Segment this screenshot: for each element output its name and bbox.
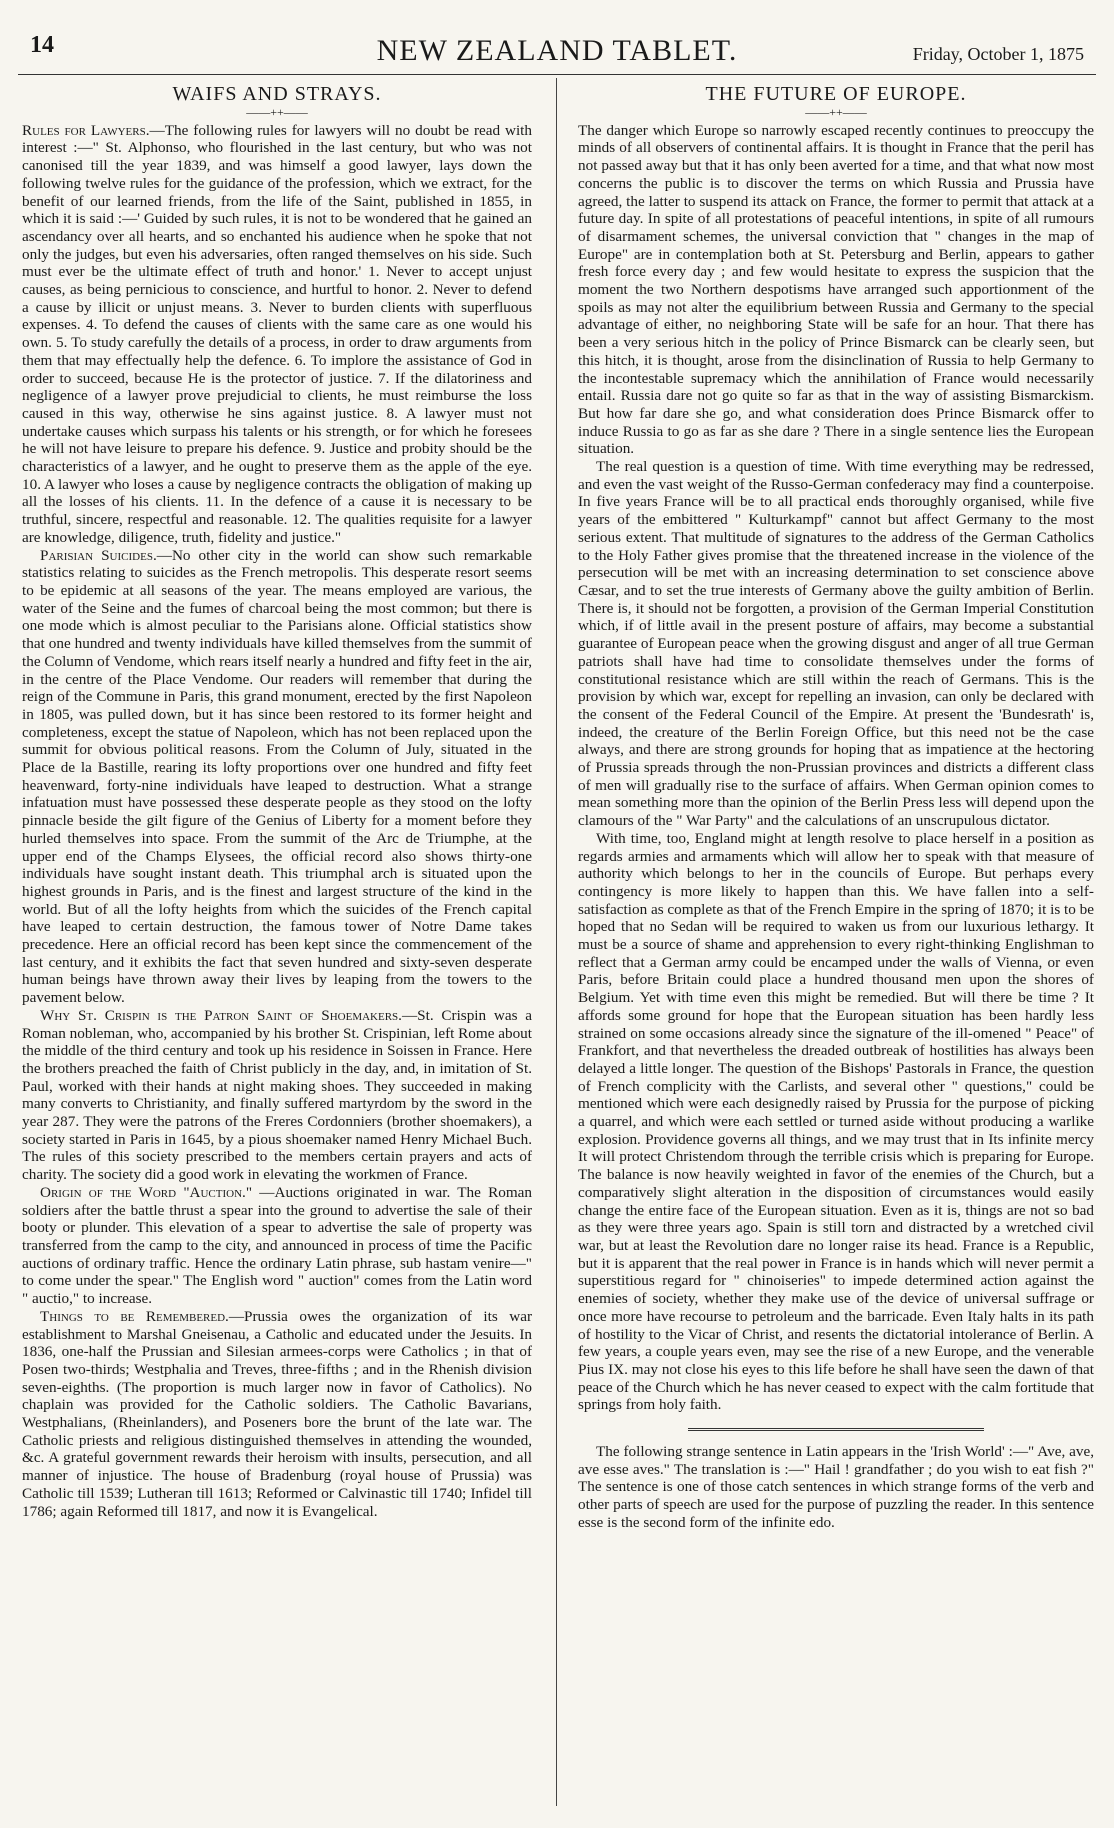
article-head: Origin of the Word "Auction." [40,1183,253,1201]
editorial-paragraph: The real question is a question of time. With time everything may be redressed, and even the vast weight of the Russo-German confederacy may find a counterpoise. In five years France will be to all practical ends thoroughly organised, while five years of the embittered " Kulturkampf" cannot but affect Germany to the most serious extent. That multitude of signatures to the address of the German Catholics to the Holy Father gives promise that the threatened increase in the violence of the persecution will be met with an increasing determination to set conscience above Cæsar, and to set the true interests of Germany above the guilty ambition of Berlin. There is, it should not be forgotten, a provision of the German Imperial Constitution which, if of little avail in the present posture of affairs, may become a substantial guarantee of European peace when the growing disgust and anger of all true German patriots shall have had time to consolidate themselves under the forms of constitutional resistance which are still within the reach of Germans. This is the provision by which war, except for repelling an invasion, can only be declared with the consent of the Federal Council of the Empire. At present the 'Bundesrath' is, indeed, the creature of the Berlin Foreign Office, but this need not be the case always, and there are strong grounds for hoping that as impatience at the hectoring of Prussia spreads through the non-Prussian provinces and districts a different class of men will gradually rise to the surface of affairs. When German opinion comes to mean something more than the opinion of the Berlin Press less will depend upon the clamours of the " War Party" and the calculations of an unscrupulous dictator. [578,458,1094,830]
article-head: Things to be Remembered. [40,1307,229,1325]
article-things-remembered [22,1308,532,1520]
article-text: —Prussia owes the organization of its war establishment to Marshal Gneisenau, a Catholic and educated under the Jesuits. In 1836, one-half the Prussian and Silesian armees-corps were Catholics ; in that of Posen two-thirds; Westphalia and Treves, three-fifths ; and in the Rhenish division seven-eighths. (The proportion is much larger now in favor of Catholics). No chaplain was provided for the Catholic soldiers. The Catholic Bavarians, Westphalians, (Rheinlanders), and Poseners bore the brunt of the late war. The Catholic priests and religious distinguished themselves in attending the wounded, &c. A grateful government rewards their heroism with insults, persecution, and all manner of injustice. The house of Bradenburg (royal house of Prussia) was Catholic till 1539; Lutheran till 1613; Reformed or Calvinastic till 1740; Infidel till 1786; again Reformed till 1817, and now it is Evangelical. [22,1307,532,1520]
article-head: Why St. Crispin is the Patron Saint of Shoemakers. [40,1006,402,1024]
newspaper-page [18,14,1096,1814]
article-origin-auction [22,1184,532,1308]
newspaper-title: NEW ZEALAND TABLET. [376,34,738,67]
article-head: Parisian Suicides. [40,546,157,564]
latin-note: The following strange sentence in Latin appears in the 'Irish World' :—" Ave, ave, ave esse aves." The translation is :—" Hail ! grandfather ; do you wish to eat fish ?" The sentence is one of those catch sentences in which strange forms of the verb and other parts of speech are used for the purpose of puzzling the reader. In this sentence esse is the second form of the infinite edo. [578,1443,1094,1531]
issue-date: Friday, October 1, 1875 [912,44,1084,64]
masthead [18,14,1096,75]
article-text: —The following rules for lawyers will no doubt be read with interest :—" St. Alphonso, who flourished in the last century, but who was not canonised till the year 1839, and was himself a good lawyer, lays down the following twelve rules for the guidance of the profession, which we extract, for the benefit of our learned friends, from the life of the Saint, published in 1855, in which it is said :—' Guided by such rules, it is not to be wondered that he gained an ascendancy over all hearts, and so enchanted his audience when he spoke that not only the judges, but even his adversaries, often ranged themselves on his side. Such must ever be the ultimate effect of truth and honor.' 1. Never to accept unjust causes, as being pernicious to conscience, and hurtful to honor. 2. Never to defend a cause by illicit or unjust means. 3. Never to burden clients with superfluous expenses. 4. To defend the causes of clients with the same care as one would his own. 5. To study carefully the details of a process, in order to draw arguments from them that may effectually help the defence. 6. To implore the assistance of God in order to succeed, because He is the protector of justice. 7. If the dilatoriness and negligence of a lawyer prove prejudicial to clients, he must reimburse the loss caused in this way, otherwise he sins against justice. 8. A lawyer must not undertake causes which surpass his talents or his strength, or for which he foresees he will not have leisure to prepare his defence. 9. Justice and probity should be the characteristics of a lawyer, and he ought to preserve them as the apple of the eye. 10. A lawyer who loses a cause by negligence contracts the obligation of making up all the losses of his clients. 11. In the defence of a cause it is necessary to be truthful, sincere, respectful and reasonable. 12. The qualities requisite for a lawyer are knowledge, diligence, truth, fidelity and justice." [22,121,532,546]
article-rules-for-lawyers [22,122,532,547]
right-column [578,80,1094,1808]
article-text: —No other city in the world can show such remarkable statistics relating to suicides as the French metropolis. This desperate resort seems to be epidemic at all seasons of the year. The means employed are various, the water of the Seine and the fumes of charcoal being the most common; but there is one mode which is almost peculiar to the Parisians alone. Official statistics show that one hundred and twenty individuals have killed themselves from the summit of the Column of Vendome, which rears itself nearly a hundred and fifty feet in the air, in the centre of the Place Vendome. Our readers will remember that during the reign of the Commune in Paris, this grand monument, erected by the first Napoleon in 1805, was pulled down, but it has since been restored to its former height and completeness, except the statue of Napoleon, which has not been replaced upon the summit for obvious political reasons. From the Column of July, situated in the Place de la Bastille, rearing its lofty proportions over one hundred and fifty feet heavenward, forty-nine individuals have leaped to destruction. What a strange infatuation must have possessed these desperate people as they stood on the lofty pinnacle beside the gilt figure of the Genius of Liberty for a moment before they hurled themselves into space. From the summit of the Arc de Triumphe, at the upper end of the Champs Elysees, the official record also shows thirty-one individuals have sought instant death. This triumphal arch is situated upon the highest grounds in Paris, and is the finest and largest structure of the kind in the world. But of all the lofty heights from which the suicides of the French capital have leaped to certain destruction, the famous tower of Notre Dame takes precedence. Here an official record has been kept since the commencement of the last century, and it exhibits the fact that seven hundred and sixty-seven desperate human beings have thrown away their lives by leaping from the towers to the pavement below. [22,546,532,1007]
editorial-paragraph: With time, too, England might at length resolve to place herself in a position as regards armies and armaments which will allow her to speak with that measure of authority which belongs to her in the councils of Europe. But perhaps every contingency is more likely to happen than this. We have fallen into a self-satisfaction as complete as that of the French Empire in the spring of 1870; it is to be hoped that no Sedan will be required to waken us from our luxurious lethargy. It must be a source of shame and apprehension to every right-thinking Englishman to reflect that a German army could be encamped under the walls of Vienna, or even Paris, before Britain could place a hundred thousand men upon the shores of Belgium. Yet with time even this might be remedied. But will there be time ? It affords some ground for hope that the European situation has been hardly less strained on some occasions already since the signature of the ill-omened " Peace" of Frankfort, and that nevertheless the dreaded outbreak of hostilities has always been delayed a little longer. The question of the Bishops' Pastorals in France, the question of French complicity with the Carlists, and several other " questions," could be mentioned which were each designedly raised by Prussia for the purpose of picking a quarrel, and which were each settled or turned aside without producing a warlike explosion. Providence governs all things, and we may trust that in Its infinite mercy It will protect Christendom through the terrible crisis which is preparing for Europe. The balance is now heavily weighted in favor of the enemies of the Church, but a comparatively slight alteration in the disposition of circumstances would easily change the entire face of the European situation. Even as it is, things are not so bad as they were three years ago. Spain is still torn and distracted by a wretched civil war, but at least the Revolution dare no longer raise its head. France is a Republic, but it is apparent that the real power in France is in hands which will never permit a superstitious regard for " chinoiseries" to impede determined action against the enemies of society, whether they make use of the device of universal suffrage or once more have recourse to petroleum and the barricade. Even Italy halts in its path of hostility to the Vicar of Christ, and resents the dictatorial intolerance of Berlin. A few years, a couple years even, may see the rise of a new Europe, and the venerable Pius IX. may not close his eyes to this life before he shall have seen the dawn of that peace of the Church which he has never ceased to expect with the calm fortitude that springs from holy faith. [578,829,1094,1414]
section-separator [688,1428,984,1431]
article-head: Rules for Lawyers. [22,121,150,139]
column-divider [556,78,557,1806]
left-column [22,80,532,1808]
article-text: —St. Crispin was a Roman nobleman, who, accompanied by his brother St. Crispinian, left Rome about the middle of the third century and took up his residence in Soissen in France. Here the brothers preached the faith of Christ publicly in the day, and, in imitation of St. Paul, worked with their hands at night making shoes. They succeeded in making many converts to Christianity, and finally suffered martyrdom by the sword in the year 287. They were the patrons of the Freres Cordonniers (brother shoemakers), a society started in Paris in 1645, by a pious shoemaker named Henry Michael Buch. The rules of this society prescribed to the members certain prayers and acts of charity. The society did a good work in elevating the workmen of France. [22,1006,532,1184]
article-st-crispin [22,1007,532,1184]
section-heading-waifs: WAIFS AND STRAYS. [172,83,382,105]
article-text: —Auctions originated in war. The Roman soldiers after the battle thrust a spear into the ground to advertise the sale of their booty or plunder. This elevation of a spear to advertise the sale of property was transferred from the camp to the city, and announced in process of time the Pacific auctions of ordinary traffic. Hence the ordinary Latin phrase, sub hastam venire—" to come under the spear." The English word " auction" comes from the Latin word " auctio," to increase. [22,1183,532,1308]
section-heading-future-europe: THE FUTURE OF EUROPE. [705,83,967,105]
editorial-paragraph: The danger which Europe so narrowly escaped recently continues to preoccupy the minds of all observers of continental affairs. It is thought in France that the peril has not passed away but that it has only been averted for a time, and that what now most concerns the public is to discover the terms on which Russia and Prussia have agreed, the latter to suspend its attack on France, the former to permit that attack at a future day. In spite of all protestations of peaceful intentions, in spite of all rumours of disarmament schemes, the universal conviction that " changes in the map of Europe" are in contemplation both at St. Petersburg and Berlin, appears to gather fresh force every day ; and few would hesitate to express the suspicion that the moment the two Northern despotisms have arranged such apportionment of the spoils as may not alter the equilibrium between Russia and Germany to the special advantage of either, no neighboring State will be safe for an hour. That there has been a very serious hitch in the policy of Prince Bismarck can be clearly seen, but this hitch, it is thought, arose from the disinclination of Russia to help Germany to the incontestable supremacy which the annihilation of France would necessarily entail. Russia dare not go quite so far as that in the way of assisting Bismarckism. But how far dare she go, and what consideration does Prince Bismarck offer to induce Russia to go as far as she dare ? There in a single sentence lies the European situation. [578,121,1094,458]
article-parisian-suicides [22,547,532,1007]
heading-ornament: ——++—— [246,104,308,119]
page-number: 14 [30,32,54,58]
heading-ornament: ——++—— [805,104,867,119]
